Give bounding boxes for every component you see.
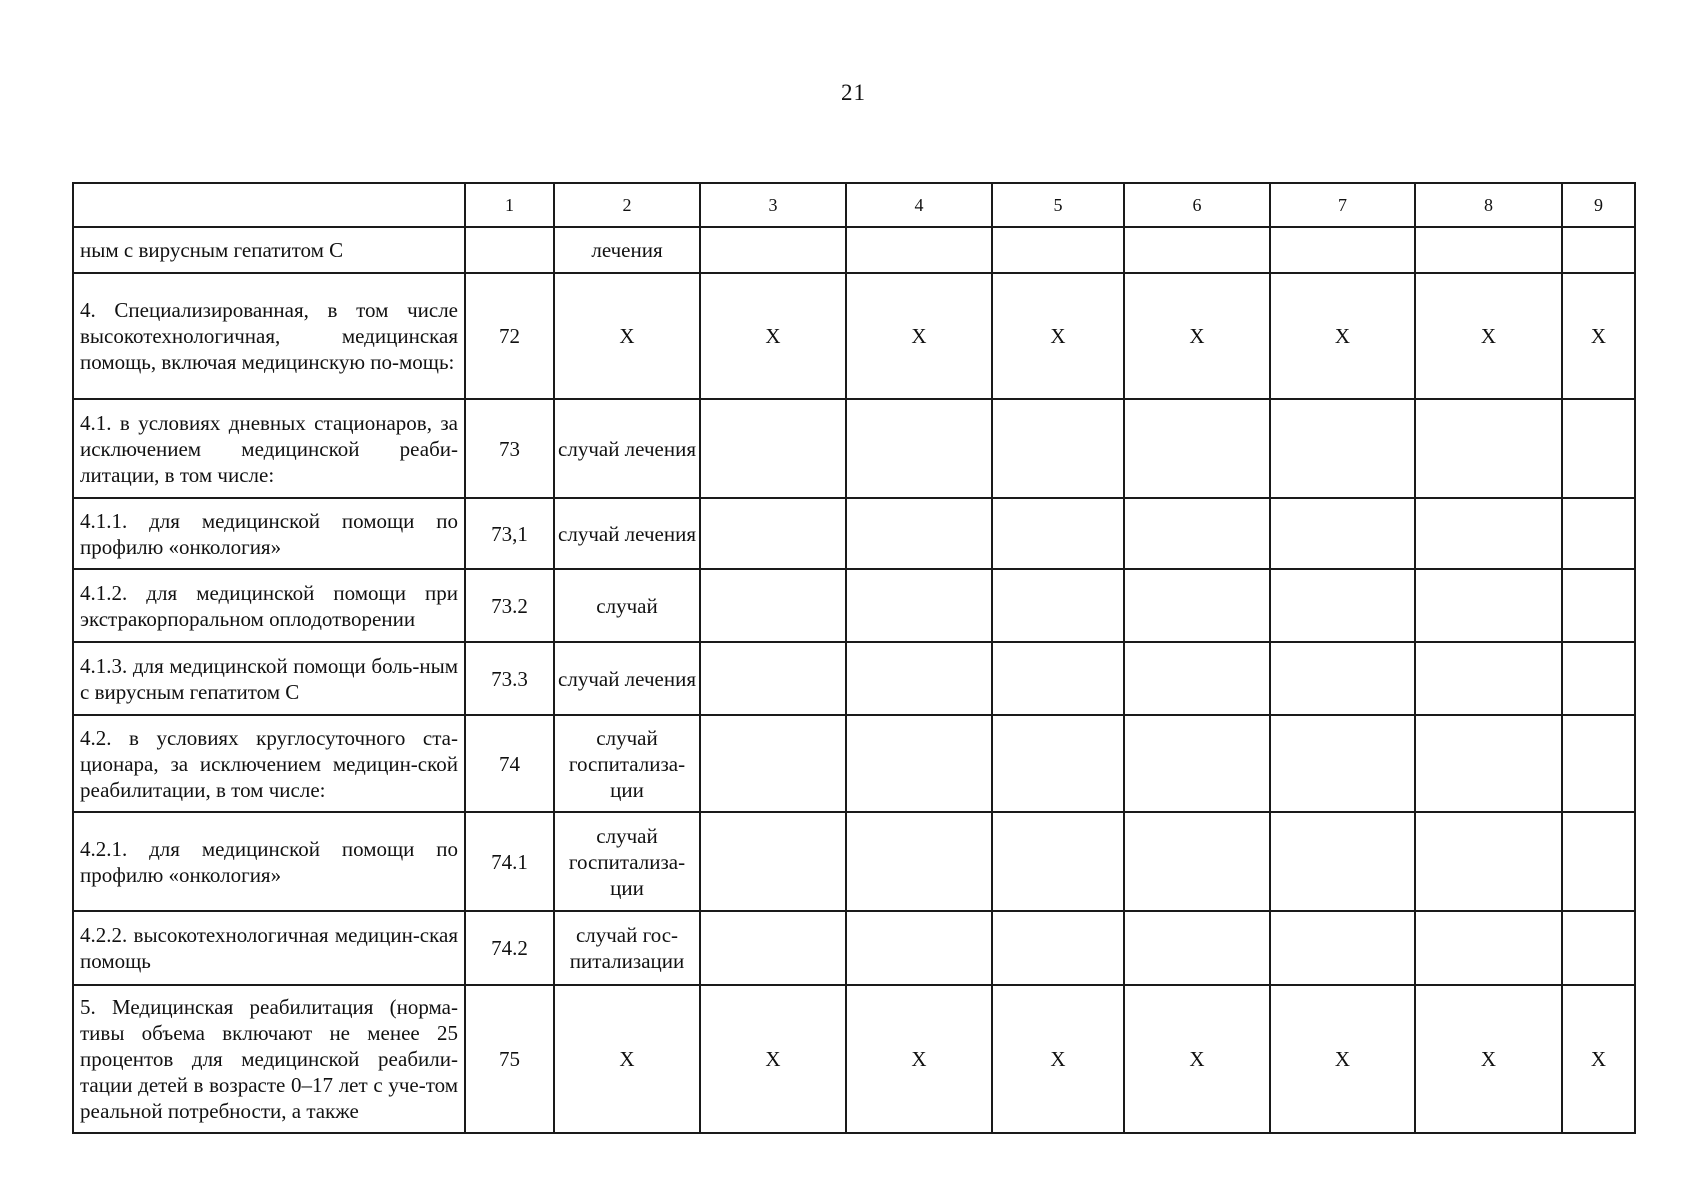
unit-of-measure: случай: [554, 569, 700, 642]
table-row: [73, 498, 1635, 569]
row-description: 4.2.1. для медицинской помощи по профилю «онкология»: [73, 812, 465, 911]
value-cell: [700, 642, 846, 715]
value-cell: [1562, 569, 1635, 642]
value-cell: [1270, 569, 1415, 642]
row-description: 4.2. в условиях круглосуточного ста-ционара, за исключением медицин-ской реабилитации, в том числе:: [73, 715, 465, 812]
value-cell: [1270, 911, 1415, 985]
value-cell: [1562, 911, 1635, 985]
value-cell: [1562, 812, 1635, 911]
value-cell: [1270, 399, 1415, 498]
header-cell: 6: [1124, 183, 1270, 227]
value-cell: [846, 642, 992, 715]
header-cell: 3: [700, 183, 846, 227]
value-cell: X: [1562, 985, 1635, 1133]
value-cell: [700, 569, 846, 642]
table-row: [73, 911, 1635, 985]
row-number: 74.1: [465, 812, 554, 911]
value-cell: [1562, 227, 1635, 273]
header-cell: [73, 183, 465, 227]
value-cell: [992, 715, 1124, 812]
value-cell: [1270, 812, 1415, 911]
value-cell: [1562, 715, 1635, 812]
unit-of-measure: случай лечения: [554, 498, 700, 569]
value-cell: [1124, 498, 1270, 569]
value-cell: [846, 399, 992, 498]
value-cell: [1415, 227, 1562, 273]
row-number: [465, 227, 554, 273]
row-description: 4. Специализированная, в том числе высокотехнологичная, медицинская помощь, включая медицинскую по-мощь:: [73, 273, 465, 399]
row-description: 4.1.1. для медицинской помощи по профилю «онкология»: [73, 498, 465, 569]
table-row: [73, 642, 1635, 715]
value-cell: X: [992, 985, 1124, 1133]
page-number: 21: [841, 80, 866, 105]
value-cell: [700, 227, 846, 273]
value-cell: [700, 498, 846, 569]
value-cell: [1270, 715, 1415, 812]
header-cell: 4: [846, 183, 992, 227]
value-cell: X: [1415, 273, 1562, 399]
value-cell: [1415, 498, 1562, 569]
value-cell: [992, 227, 1124, 273]
unit-of-measure: случай гос-питализации: [554, 911, 700, 985]
value-cell: X: [1562, 273, 1635, 399]
value-cell: [846, 715, 992, 812]
value-cell: [846, 569, 992, 642]
value-cell: [1270, 642, 1415, 715]
document-table: [72, 182, 1636, 1134]
value-cell: [1124, 642, 1270, 715]
header-cell: 9: [1562, 183, 1635, 227]
table-row: [73, 399, 1635, 498]
value-cell: [1124, 715, 1270, 812]
value-cell: X: [700, 273, 846, 399]
table-header-row: [73, 183, 1635, 227]
value-cell: [700, 911, 846, 985]
value-cell: [1562, 642, 1635, 715]
value-cell: [1415, 812, 1562, 911]
value-cell: X: [846, 985, 992, 1133]
header-cell: 2: [554, 183, 700, 227]
table-row: [73, 812, 1635, 911]
value-cell: [1124, 569, 1270, 642]
value-cell: X: [700, 985, 846, 1133]
value-cell: [700, 399, 846, 498]
value-cell: [1124, 911, 1270, 985]
value-cell: [846, 227, 992, 273]
row-description: 4.1.2. для медицинской помощи при экстракорпоральном оплодотворении: [73, 569, 465, 642]
unit-of-measure: случай лечения: [554, 642, 700, 715]
row-number: 73.2: [465, 569, 554, 642]
value-cell: [1415, 911, 1562, 985]
value-cell: [1415, 569, 1562, 642]
value-cell: X: [846, 273, 992, 399]
row-number: 74: [465, 715, 554, 812]
value-cell: X: [1124, 985, 1270, 1133]
value-cell: [700, 812, 846, 911]
value-cell: X: [1124, 273, 1270, 399]
value-cell: [1562, 399, 1635, 498]
value-cell: X: [992, 273, 1124, 399]
table-row: [73, 715, 1635, 812]
unit-of-measure: лечения: [554, 227, 700, 273]
row-number: 73: [465, 399, 554, 498]
value-cell: X: [1415, 985, 1562, 1133]
row-description: 5. Медицинская реабилитация (норма-тивы объема включают не менее 25 процентов для медицинской реабили-тации детей в возрасте 0–17 лет с уче-том реальной потребности, а также: [73, 985, 465, 1133]
row-number: 73.3: [465, 642, 554, 715]
table-row: [73, 273, 1635, 399]
value-cell: [992, 399, 1124, 498]
unit-of-measure: X: [554, 985, 700, 1133]
header-cell: 5: [992, 183, 1124, 227]
unit-of-measure: случай госпитализа-ции: [554, 715, 700, 812]
row-description: ным с вирусным гепатитом С: [73, 227, 465, 273]
value-cell: [992, 812, 1124, 911]
value-cell: [846, 911, 992, 985]
value-cell: [992, 642, 1124, 715]
table-row: [73, 569, 1635, 642]
row-description: 4.1. в условиях дневных стационаров, за исключением медицинской реаби-литации, в том числе:: [73, 399, 465, 498]
value-cell: X: [1270, 273, 1415, 399]
row-number: 72: [465, 273, 554, 399]
value-cell: [1270, 498, 1415, 569]
value-cell: [846, 498, 992, 569]
header-cell: 8: [1415, 183, 1562, 227]
unit-of-measure: X: [554, 273, 700, 399]
value-cell: [1415, 715, 1562, 812]
table-row: [73, 985, 1635, 1133]
value-cell: X: [1270, 985, 1415, 1133]
value-cell: [846, 812, 992, 911]
value-cell: [700, 715, 846, 812]
row-number: 75: [465, 985, 554, 1133]
header-cell: 1: [465, 183, 554, 227]
row-number: 73,1: [465, 498, 554, 569]
value-cell: [1124, 399, 1270, 498]
value-cell: [1270, 227, 1415, 273]
row-description: 4.2.2. высокотехнологичная медицин-ская помощь: [73, 911, 465, 985]
value-cell: [992, 498, 1124, 569]
value-cell: [1562, 498, 1635, 569]
value-cell: [992, 911, 1124, 985]
row-description: 4.1.3. для медицинской помощи боль-ным с вирусным гепатитом С: [73, 642, 465, 715]
unit-of-measure: случай госпитализа-ции: [554, 812, 700, 911]
value-cell: [992, 569, 1124, 642]
row-number: 74.2: [465, 911, 554, 985]
value-cell: [1124, 227, 1270, 273]
value-cell: [1124, 812, 1270, 911]
value-cell: [1415, 642, 1562, 715]
header-cell: 7: [1270, 183, 1415, 227]
value-cell: [1415, 399, 1562, 498]
unit-of-measure: случай лечения: [554, 399, 700, 498]
table-row: [73, 227, 1635, 273]
